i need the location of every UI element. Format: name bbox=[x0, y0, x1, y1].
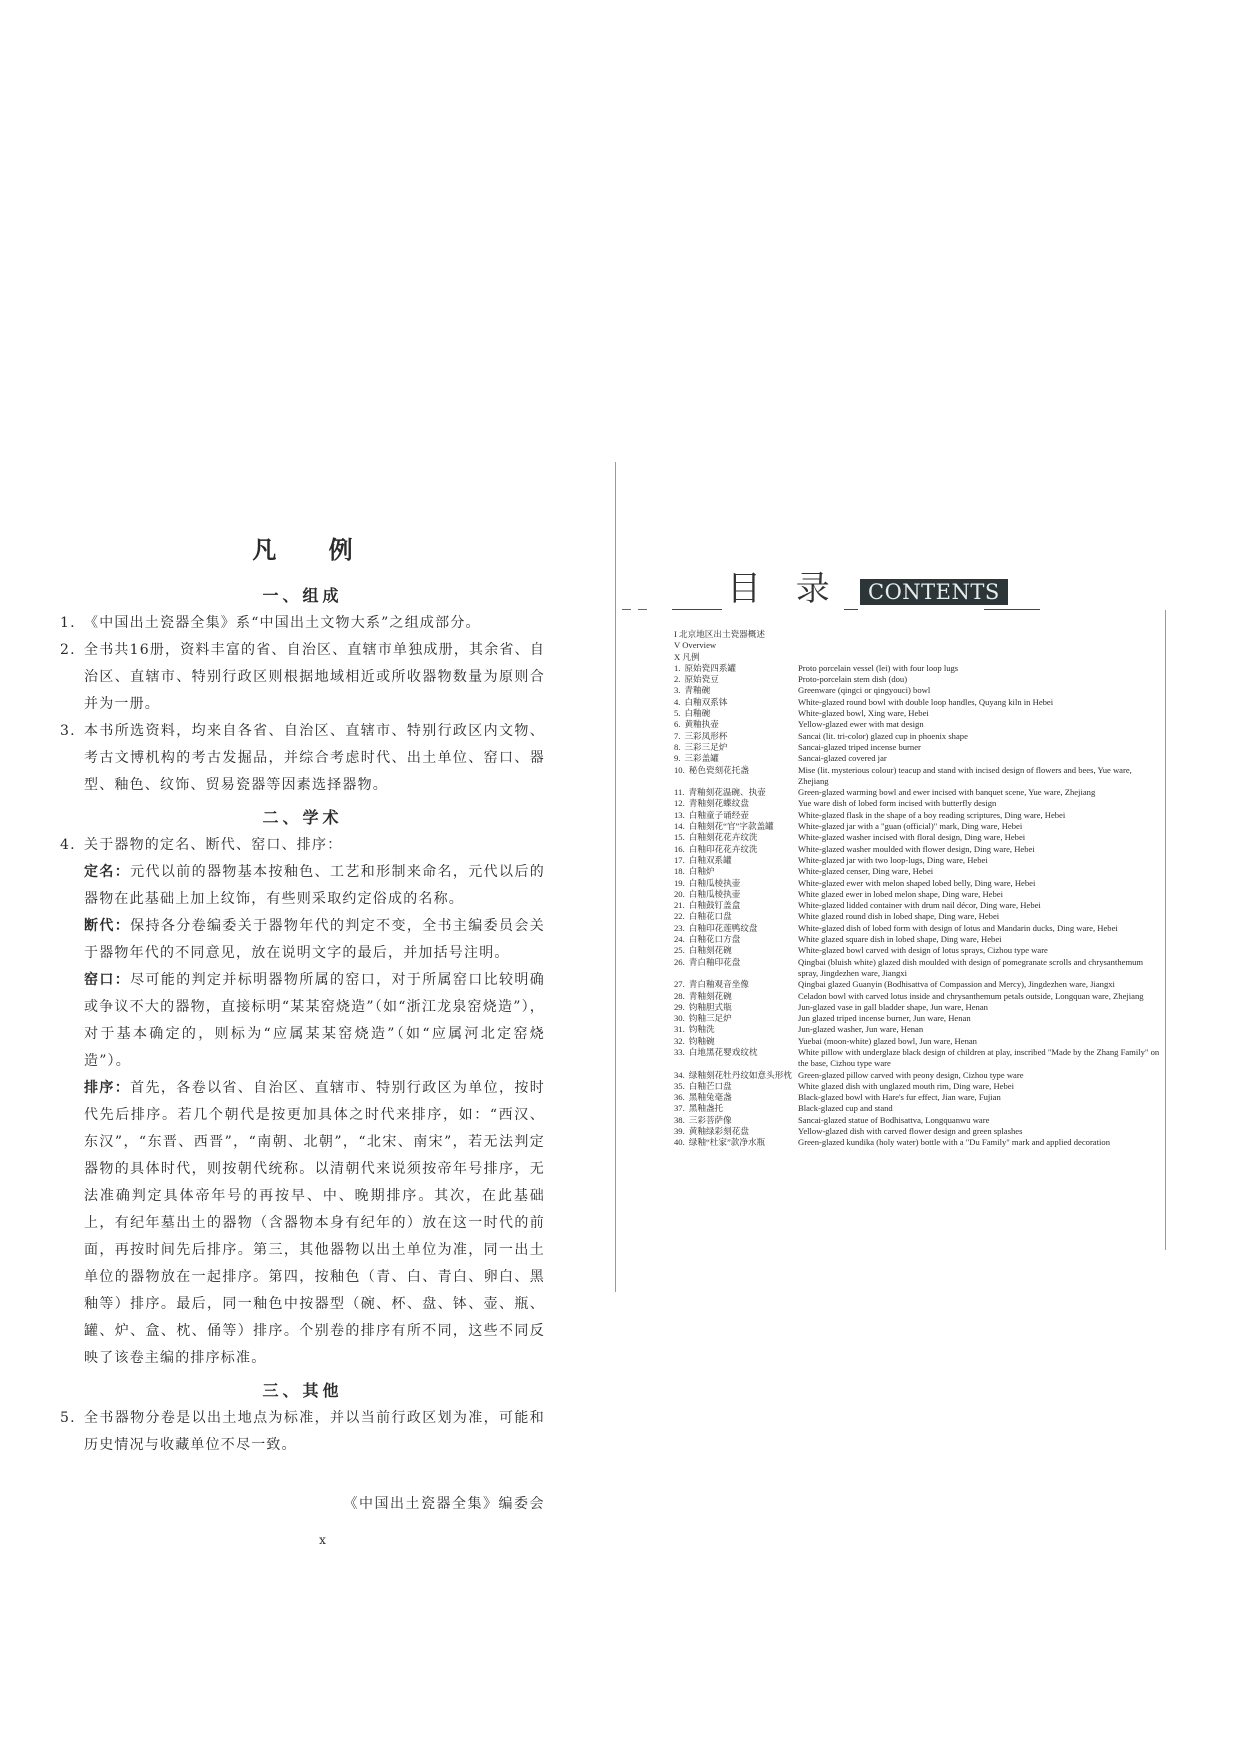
toc-entry[interactable] bbox=[674, 945, 1172, 956]
list-item bbox=[60, 718, 545, 799]
toc-entry-cn bbox=[674, 708, 798, 719]
toc-entry-number: 2. bbox=[674, 674, 681, 685]
toc-entry-number: 3. bbox=[674, 685, 681, 696]
toc-entry-cn bbox=[674, 900, 798, 911]
toc-entry-number: 23. bbox=[674, 922, 685, 933]
toc-entry[interactable] bbox=[674, 753, 1172, 764]
toc-entry-number: 15. bbox=[674, 832, 685, 843]
toc-entry-en-title: Black-glazed bowl with Hare's fur effect, Jian ware, Fujian bbox=[798, 1092, 1001, 1103]
rule-naming bbox=[60, 859, 545, 913]
toc-entry-cn-title: 青釉刻花碗 bbox=[688, 990, 732, 1001]
toc-entry-cn bbox=[674, 844, 798, 855]
toc-entry-cn bbox=[674, 1024, 798, 1035]
toc-entry[interactable] bbox=[674, 866, 1172, 877]
toc-entry-cn bbox=[674, 810, 798, 821]
toc-entry-cn-title: 白釉刻花碗 bbox=[688, 945, 732, 956]
page-number: x bbox=[319, 1533, 326, 1547]
toc-entry-number: 32. bbox=[674, 1035, 685, 1046]
toc-entry-en-title: Yellow-glazed ewer with mat design bbox=[798, 719, 924, 730]
toc-entry-cn-title: 三彩三足炉 bbox=[684, 741, 728, 752]
toc-entry[interactable] bbox=[674, 855, 1172, 866]
page-gutter-line bbox=[615, 462, 616, 1292]
toc-entry[interactable] bbox=[674, 1126, 1172, 1137]
item-text: 《中国出土瓷器全集》系“中国出土文物大系”之组成部分。 bbox=[84, 615, 481, 631]
toc-entry-cn-title: 黄釉绿彩刻花盘 bbox=[688, 1126, 749, 1137]
toc-entry[interactable] bbox=[674, 1115, 1172, 1126]
toc-entry-number: 5. bbox=[674, 708, 681, 719]
toc-entry-cn-title: 青白釉观音坐像 bbox=[688, 979, 749, 990]
toc-entry-en-title: Green-glazed pillow carved with peony design, Cizhou type ware bbox=[798, 1069, 1024, 1080]
front-matter-entry[interactable]: V Overview bbox=[674, 640, 717, 651]
list-item bbox=[60, 832, 545, 859]
rule-text: 保持各分卷编委关于器物年代的判定不变，全书主编委员会关于器物年代的不同意见，放在说明文字的最后，并加括号注明。 bbox=[84, 918, 545, 961]
header-rule bbox=[622, 609, 631, 610]
right-page-contents bbox=[632, 565, 1172, 1149]
rule-text: 首先，各卷以省、自治区、直辖市、特别行政区为单位，按时代先后排序。若几个朝代是按更加具体之时代来排序，如：“西汉、东汉”，“东晋、西晋”，“南朝、北朝”，“北宋、南宋”，若无法判定器物的具体时代，则按朝代统称。以清朝代来说须按帝年号排序，无法准确判定具体帝年号的再按早、中、晚期排序。其次，在此基础上，有纪年墓出土的器物（含器物本身有纪年的）放在这一时代的前面，再按时间先后排序。第三，其他器物以出土单位为准，同一出土单位的器物放在一起排序。第四，按釉色（青、白、青白、卵白、黑釉等）排序。最后，同一釉色中按器型（碗、杯、盘、钵、壶、瓶、罐、炉、盒、枕、俑等）排序。个别卷的排序有所不同，这些不同反映了该卷主编的排序标准。 bbox=[84, 1080, 545, 1366]
toc-entry-cn bbox=[674, 957, 798, 980]
toc-entry-en-title: Green-glazed warming bowl and ewer incised with banquet scene, Yue ware, Zhejiang bbox=[798, 787, 1096, 798]
toc-entry-en-title: Greenware (qingci or qingyouci) bowl bbox=[798, 685, 931, 696]
toc-entry-cn bbox=[674, 855, 798, 866]
rule-text: 元代以前的器物基本按釉色、工艺和形制来命名，元代以后的器物在此基础上加上纹饰，有些则采取约定俗成的名称。 bbox=[84, 864, 545, 907]
toc-entry-number: 14. bbox=[674, 821, 685, 832]
toc-entry-en-title: Qingbai glazed Guanyin (Bodhisattva of Compassion and Mercy), Jingdezhen ware, Jiangxi bbox=[798, 979, 1115, 990]
list-item bbox=[60, 1405, 545, 1459]
toc-entry-number: 34. bbox=[674, 1069, 685, 1080]
toc-entry-en-title: White-glazed round bowl with double loop handles, Quyang kiln in Hebei bbox=[798, 696, 1054, 707]
toc-entry-cn-title: 白釉花口盘 bbox=[688, 911, 732, 922]
rule-label: 定名： bbox=[84, 864, 131, 880]
toc-entry-cn-title: 白釉双系钵 bbox=[684, 696, 728, 707]
toc-entry-en-title: White glazed dish with unglazed mouth rim, Ding ware, Hebei bbox=[798, 1080, 1014, 1091]
toc-entry-cn bbox=[674, 787, 798, 798]
toc-entry-cn bbox=[674, 1047, 798, 1070]
toc-entry[interactable] bbox=[674, 923, 1172, 934]
toc-entry[interactable] bbox=[674, 742, 1172, 753]
toc-entry-cn-title: 白釉花口方盘 bbox=[688, 934, 741, 945]
toc-entry-cn bbox=[674, 1081, 798, 1092]
front-matter-entry[interactable]: I 北京地区出土瓷器概述 bbox=[674, 629, 765, 639]
toc-entry-cn bbox=[674, 1002, 798, 1013]
toc-entry[interactable] bbox=[674, 1013, 1172, 1024]
toc-entry-cn bbox=[674, 1036, 798, 1047]
toc-entry-cn-title: 白釉刻花花卉纹洗 bbox=[688, 832, 758, 843]
header-rule bbox=[638, 609, 647, 610]
toc-entry-en-title: White-glazed jar with two loop-lugs, Ding ware, Hebei bbox=[798, 854, 988, 865]
toc-entry-cn bbox=[674, 674, 798, 685]
toc-entry-number: 37. bbox=[674, 1103, 685, 1114]
rule-text: 尽可能的判定并标明器物所属的窑口，对于所属窑口比较明确或争议不大的器物，直接标明“某某窑烧造”（如“浙江龙泉窑烧造”），对于基本确定的，则标为“应属某某窑烧造”（如“应属河北定窑烧造”）。 bbox=[84, 972, 545, 1069]
toc-entry-number: 30. bbox=[674, 1013, 685, 1024]
toc-entry-cn-title: 钧釉洗 bbox=[688, 1024, 715, 1035]
toc-entry[interactable] bbox=[674, 821, 1172, 832]
toc-entry-cn-title: 白釉双系罐 bbox=[688, 854, 732, 865]
toc-entry-cn-title: 青釉刻花温碗、执壶 bbox=[688, 787, 766, 798]
toc-entry-number: 33. bbox=[674, 1046, 685, 1057]
toc-entry[interactable] bbox=[674, 1081, 1172, 1092]
toc-entry-en-title: White-glazed jar with a "guan (official)" mark, Ding ware, Hebei bbox=[798, 821, 1023, 832]
toc-entry-en-title: White-glazed lidded container with drum nail décor, Ding ware, Hebei bbox=[798, 900, 1041, 911]
toc-entry-en-title: White-glazed flask in the shape of a boy reading scriptures, Ding ware, Hebei bbox=[798, 809, 1066, 820]
rule-label: 断代： bbox=[84, 918, 131, 934]
toc-entry-cn-title: 三彩菩萨像 bbox=[688, 1114, 732, 1125]
toc-entry[interactable] bbox=[674, 719, 1172, 730]
list-item bbox=[60, 610, 545, 637]
toc-entry[interactable] bbox=[674, 900, 1172, 911]
contents-header bbox=[632, 565, 1172, 615]
toc-entry-cn bbox=[674, 945, 798, 956]
toc-entry-number: 36. bbox=[674, 1092, 685, 1103]
toc-entry-number: 28. bbox=[674, 990, 685, 1001]
toc-entry-cn-title: 白釉瓜棱执壶 bbox=[688, 888, 741, 899]
toc-entry-cn bbox=[674, 1103, 798, 1114]
toc-entry-en-title: Proto-porcelain stem dish (dou) bbox=[798, 674, 908, 685]
toc-entry-cn bbox=[674, 934, 798, 945]
toc-entry-cn-title: 原始瓷豆 bbox=[684, 674, 719, 685]
item-number: 2. bbox=[60, 642, 76, 658]
toc-entry-cn bbox=[674, 765, 798, 788]
toc-entry-cn-title: 三彩凤形杯 bbox=[684, 730, 728, 741]
header-rule bbox=[844, 609, 858, 610]
contents-title-cn: 目 录 bbox=[727, 569, 842, 609]
rule-label: 排序： bbox=[84, 1080, 131, 1096]
header-rule bbox=[984, 609, 1040, 610]
toc-entry-cn bbox=[674, 1126, 798, 1137]
toc-entry[interactable] bbox=[674, 697, 1172, 708]
toc-entry-cn-title: 三彩盖罐 bbox=[684, 753, 719, 764]
front-matter-entry[interactable]: X 凡例 bbox=[674, 651, 700, 662]
toc-entry-number: 1. bbox=[674, 662, 681, 673]
toc-entry-en-title: Qingbai (bluish white) glazed dish moulded with design of pomegranate scrolls and chrysanthemum spray, Jingdezhen ware, Jiangxi bbox=[798, 956, 1144, 978]
toc-entry-en-title: Black-glazed cup and stand bbox=[798, 1103, 893, 1114]
toc-entry-cn bbox=[674, 821, 798, 832]
toc-entry-cn bbox=[674, 697, 798, 708]
toc-entry[interactable] bbox=[674, 798, 1172, 809]
toc-entry-number: 13. bbox=[674, 809, 685, 820]
section-heading: 三、其他 bbox=[262, 1381, 343, 1400]
toc-entry-cn-title: 青釉刻花蝶纹盘 bbox=[688, 798, 749, 809]
toc-entry-cn-title: 白釉瓜棱执壶 bbox=[688, 877, 741, 888]
item-number: 4. bbox=[60, 837, 76, 853]
toc-entry-cn-title: 黄釉执壶 bbox=[684, 719, 719, 730]
toc-entry-cn bbox=[674, 991, 798, 1002]
toc-entry-en-title: White glazed ewer in lobed melon shape, Ding ware, Hebei bbox=[798, 888, 1003, 899]
header-rule bbox=[672, 609, 722, 610]
toc-entry-en-title: White-glazed dish of lobed form with design of lotus and Mandarin ducks, Ding ware, Hebei bbox=[798, 922, 1118, 933]
toc-entry-cn-title: 白釉芒口盘 bbox=[688, 1080, 732, 1091]
toc-entry-en-title: Yue ware dish of lobed form incised with butterfly design bbox=[798, 798, 997, 809]
page-title: 凡 例 bbox=[252, 535, 375, 564]
toc-entry[interactable] bbox=[674, 1070, 1172, 1081]
toc-entry-cn-title: 绿釉刻花牡丹纹如意头形枕 bbox=[688, 1069, 792, 1080]
toc-entry-cn-title: 白釉炉 bbox=[688, 866, 715, 877]
toc-entry-cn-title: 钧釉胆式瓶 bbox=[688, 1001, 732, 1012]
toc-entry-en-title: Proto porcelain vessel (lei) with four loop lugs bbox=[798, 662, 959, 673]
toc-entry[interactable] bbox=[674, 810, 1172, 821]
toc-entry-cn bbox=[674, 832, 798, 843]
toc-entry-cn-title: 青釉碗 bbox=[684, 685, 711, 696]
toc-entry-en-title: Jun-glazed vase in gall bladder shape, Jun ware, Henan bbox=[798, 1001, 988, 1012]
item-text: 全书器物分卷是以出土地点为标准，并以当前行政区划为准，可能和历史情况与收藏单位不尽一致。 bbox=[84, 1410, 545, 1453]
toc-entry[interactable] bbox=[674, 731, 1172, 742]
toc-entry[interactable] bbox=[674, 1103, 1172, 1114]
toc-entry[interactable] bbox=[674, 889, 1172, 900]
toc-entry-number: 26. bbox=[674, 956, 685, 967]
toc-entry-en-title: Celadon bowl with carved lotus inside and chrysanthemum petals outside, Longquan ware, Zhejiang bbox=[798, 990, 1144, 1001]
toc-entry-number: 29. bbox=[674, 1001, 685, 1012]
toc-entry-number: 9. bbox=[674, 753, 681, 764]
rule-ordering bbox=[60, 1075, 545, 1372]
rule-label: 窑口： bbox=[84, 972, 131, 988]
toc-entry-en-title: White glazed square dish in lobed shape, Ding ware, Hebei bbox=[798, 934, 1002, 945]
toc-entry-number: 17. bbox=[674, 854, 685, 865]
toc-entry-cn-title: 白釉印花莲鸭纹盘 bbox=[688, 922, 758, 933]
section-heading: 二、学术 bbox=[262, 808, 343, 827]
editorial-signature: 《中国出土瓷器全集》编委会 bbox=[343, 1496, 545, 1512]
toc-entry-cn-title: 白釉印花花卉纹洗 bbox=[688, 843, 758, 854]
toc-entry-number: 39. bbox=[674, 1126, 685, 1137]
toc-entry-cn-title: 绿釉“杜家”款净水瓶 bbox=[688, 1137, 766, 1148]
toc-entry-number: 35. bbox=[674, 1080, 685, 1091]
toc-entry-number: 20. bbox=[674, 888, 685, 899]
toc-entry-cn-title: 白地黑花婴戏纹枕 bbox=[688, 1046, 758, 1057]
toc-entry-number: 8. bbox=[674, 741, 681, 752]
toc-entry-number: 22. bbox=[674, 911, 685, 922]
toc-entry[interactable] bbox=[674, 708, 1172, 719]
toc-entry-cn bbox=[674, 1137, 798, 1148]
toc-entry[interactable] bbox=[674, 911, 1172, 922]
toc-entry-en-title: White-glazed ewer with melon shaped lobed belly, Ding ware, Hebei bbox=[798, 877, 1036, 888]
toc-entry[interactable] bbox=[674, 934, 1172, 945]
toc-entry-cn bbox=[674, 742, 798, 753]
toc-entry[interactable] bbox=[674, 685, 1172, 696]
toc-entry-cn bbox=[674, 911, 798, 922]
toc-entry-cn bbox=[674, 1070, 798, 1081]
toc-entry-number: 19. bbox=[674, 877, 685, 888]
toc-entry-en-title: Sancai-glazed statue of Bodhisattva, Longquanwu ware bbox=[798, 1114, 990, 1125]
toc-entry-number: 25. bbox=[674, 945, 685, 956]
toc-entry-number: 40. bbox=[674, 1137, 685, 1148]
toc-entry[interactable] bbox=[674, 1047, 1172, 1070]
toc-entry-cn bbox=[674, 719, 798, 730]
toc-entry-en-title: Sancai (lit. tri-color) glazed cup in phoenix shape bbox=[798, 730, 968, 741]
toc-entry-en-title: White-glazed censer, Ding ware, Hebei bbox=[798, 866, 934, 877]
toc-entry-number: 10. bbox=[674, 764, 685, 775]
toc-entry-cn bbox=[674, 889, 798, 900]
toc-entry-number: 7. bbox=[674, 730, 681, 741]
toc-entry-cn-title: 钧釉三足炉 bbox=[688, 1013, 732, 1024]
toc-entry-cn-title: 白釉碗 bbox=[684, 708, 711, 719]
toc-entry-number: 6. bbox=[674, 719, 681, 730]
toc-entry-cn-title: 白釉鼓钉盖盒 bbox=[688, 900, 741, 911]
toc-entry-number: 24. bbox=[674, 934, 685, 945]
toc-entry[interactable] bbox=[674, 979, 1172, 990]
item-number: 1. bbox=[60, 615, 76, 631]
toc-entry-number: 27. bbox=[674, 979, 685, 990]
item-text: 全书共16册，资料丰富的省、自治区、直辖市单独成册，其余省、自治区、直辖市、特别行政区则根据地域相近或所收器物数量为原则合并为一册。 bbox=[84, 642, 546, 712]
toc-entry[interactable] bbox=[674, 1092, 1172, 1103]
toc-entry-en-title: White glazed round dish in lobed shape, Ding ware, Hebei bbox=[798, 911, 1000, 922]
toc-entry[interactable] bbox=[674, 674, 1172, 685]
toc-entry-cn-title: 白釉童子诵经壶 bbox=[688, 809, 749, 820]
toc-entry-en-title: Sancai-glazed triped incense burner bbox=[798, 741, 921, 752]
toc-entry-cn bbox=[674, 866, 798, 877]
left-page-conventions bbox=[60, 530, 545, 1547]
toc-entry[interactable] bbox=[674, 765, 1172, 788]
toc-entry-cn bbox=[674, 979, 798, 990]
toc-entry-cn-title: 钧釉碗 bbox=[688, 1035, 715, 1046]
rule-kiln bbox=[60, 967, 545, 1075]
toc-entry-number: 12. bbox=[674, 798, 685, 809]
toc-entry-en-title: Yellow-glazed dish with carved flower design and green splashes bbox=[798, 1126, 1023, 1137]
toc-entry-cn-title: 黑釉兔毫盏 bbox=[688, 1092, 732, 1103]
toc-entry-number: 31. bbox=[674, 1024, 685, 1035]
toc-entry[interactable] bbox=[674, 1137, 1172, 1148]
item-number: 5. bbox=[60, 1410, 76, 1426]
toc-entry-en-title: White pillow with underglaze black design of children at play, inscribed "Made by the Zhang Family" on the base, Cizhou type ware bbox=[798, 1046, 1160, 1069]
toc-entry-cn bbox=[674, 685, 798, 696]
toc-entry-cn-title: 黑釉盏托 bbox=[688, 1103, 724, 1114]
toc-entry-en-title: Sancai-glazed covered jar bbox=[798, 753, 887, 764]
toc-entry-cn bbox=[674, 663, 798, 674]
item-text: 关于器物的定名、断代、窑口、排序： bbox=[84, 837, 343, 853]
toc-entry-number: 16. bbox=[674, 843, 685, 854]
contents-title-en: CONTENTS bbox=[860, 579, 1008, 605]
list-item bbox=[60, 637, 545, 718]
toc-entry-cn-title: 青白釉印花盘 bbox=[688, 956, 741, 967]
toc-entry[interactable] bbox=[674, 1024, 1172, 1035]
toc-entry-cn bbox=[674, 1115, 798, 1126]
toc-entry-number: 38. bbox=[674, 1114, 685, 1125]
toc-entry-en-title: Yuebai (moon-white) glazed bowl, Jun ware, Henan bbox=[798, 1035, 977, 1046]
toc-entry-cn bbox=[674, 731, 798, 742]
toc-entry-en-title: White-glazed bowl, Xing ware, Hebei bbox=[798, 708, 929, 719]
toc-entry-cn bbox=[674, 923, 798, 934]
toc-entry[interactable] bbox=[674, 787, 1172, 798]
rule-dating bbox=[60, 913, 545, 967]
toc-entry[interactable] bbox=[674, 1036, 1172, 1047]
toc-entry-number: 21. bbox=[674, 900, 685, 911]
section-heading: 一、组成 bbox=[262, 586, 343, 605]
toc-entry-cn bbox=[674, 1013, 798, 1024]
toc-entry[interactable] bbox=[674, 991, 1172, 1002]
toc-entry-en-title: Mise (lit. mysterious colour) teacup and stand with incised design of flowers and bees, Yue ware, Zhejiang bbox=[798, 764, 1132, 786]
item-text: 本书所选资料，均来自各省、自治区、直辖市、特别行政区内文物、考古文博机构的考古发掘品，并综合考虑时代、出土单位、窑口、器型、釉色、纹饰、贸易瓷器等因素选择器物。 bbox=[84, 723, 545, 793]
toc-entry-en-title: White-glazed washer incised with floral design, Ding ware, Hebei bbox=[798, 832, 1026, 843]
toc-entry[interactable] bbox=[674, 844, 1172, 855]
toc-entry-number: 4. bbox=[674, 696, 681, 707]
toc-entry-cn bbox=[674, 878, 798, 889]
toc-entry-en-title: White-glazed bowl carved with design of lotus sprays, Cizhou type ware bbox=[798, 945, 1048, 956]
toc-entry-cn bbox=[674, 798, 798, 809]
toc-entry-number: 18. bbox=[674, 866, 685, 877]
toc-entry[interactable] bbox=[674, 878, 1172, 889]
contents-list bbox=[632, 629, 1172, 1149]
toc-entry-number: 11. bbox=[674, 787, 685, 798]
toc-entry[interactable] bbox=[674, 663, 1172, 674]
toc-entry[interactable] bbox=[674, 1002, 1172, 1013]
toc-entry-en-title: Jun-glazed washer, Jun ware, Henan bbox=[798, 1024, 924, 1035]
toc-entry-cn bbox=[674, 1092, 798, 1103]
toc-entry-en-title: White-glazed washer moulded with flower design, Ding ware, Hebei bbox=[798, 843, 1035, 854]
toc-entry-en-title: Jun glazed triped incense burner, Jun ware, Henan bbox=[798, 1013, 971, 1024]
toc-entry[interactable] bbox=[674, 957, 1172, 980]
toc-entry-cn bbox=[674, 753, 798, 764]
toc-entry-cn-title: 秘色瓷刻花托盏 bbox=[688, 764, 749, 775]
toc-entry[interactable] bbox=[674, 832, 1172, 843]
item-number: 3. bbox=[60, 723, 76, 739]
toc-entry-cn-title: 白釉刻花“官”字款盖罐 bbox=[688, 821, 774, 832]
toc-entry-en-title: Green-glazed kundika (holy water) bottle with a "Du Family" mark and applied decoration bbox=[798, 1137, 1110, 1148]
toc-entry-cn-title: 原始瓷四系罐 bbox=[684, 662, 737, 673]
